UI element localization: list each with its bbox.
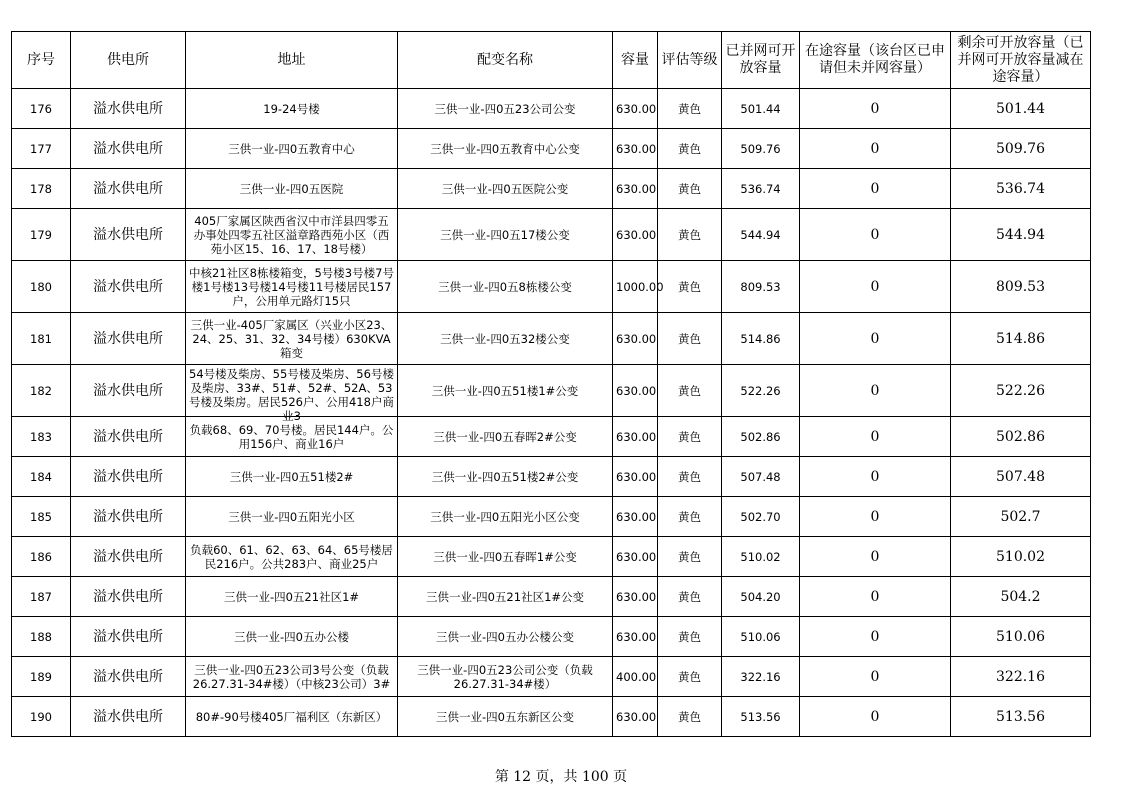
row-open-capacity: 809.53: [722, 261, 800, 313]
row-capacity: 630.00: [613, 537, 658, 577]
row-grade: 黄色: [658, 365, 722, 417]
table-row: [12, 577, 1091, 617]
row-open-capacity: 502.86: [722, 417, 800, 457]
row-station: 溢水供电所: [71, 313, 186, 365]
row-capacity: 1000.00: [613, 261, 658, 313]
row-transformer: 三供一业-四0五医院公变: [398, 169, 613, 209]
row-index: 182: [12, 365, 71, 417]
row-remaining-capacity: 502.7: [951, 497, 1091, 537]
row-open-capacity: 501.44: [722, 89, 800, 129]
header-station: 供电所: [71, 32, 186, 89]
table-row: [12, 129, 1091, 169]
row-grade: 黄色: [658, 537, 722, 577]
row-grade: 黄色: [658, 89, 722, 129]
row-transformer: 三供一业-四0五春晖1#公变: [398, 537, 613, 577]
row-address: 三供一业-四0五23公司3号公变（负载26.27.31-34#楼）（中核23公司）3#: [186, 657, 398, 697]
row-open-capacity: 322.16: [722, 657, 800, 697]
row-address: 三供一业-四0五医院: [186, 169, 398, 209]
row-open-capacity: 513.56: [722, 697, 800, 737]
row-capacity: 400.00: [613, 657, 658, 697]
row-pending-capacity: 0: [800, 617, 951, 657]
row-capacity: 630.00: [613, 169, 658, 209]
row-station: 溢水供电所: [71, 697, 186, 737]
row-grade: 黄色: [658, 617, 722, 657]
header-grade: 评估等级: [658, 32, 722, 89]
row-index: 179: [12, 209, 71, 261]
header-pending-capacity: 在途容量（该台区已申请但未并网容量）: [800, 32, 951, 89]
table-row: [12, 313, 1091, 365]
row-capacity: 630.00: [613, 365, 658, 417]
row-remaining-capacity: 507.48: [951, 457, 1091, 497]
row-open-capacity: 536.74: [722, 169, 800, 209]
row-station: 溢水供电所: [71, 129, 186, 169]
row-remaining-capacity: 809.53: [951, 261, 1091, 313]
row-remaining-capacity: 322.16: [951, 657, 1091, 697]
row-remaining-capacity: 510.06: [951, 617, 1091, 657]
row-address: 19-24号楼: [186, 89, 398, 129]
row-remaining-capacity: 504.2: [951, 577, 1091, 617]
table-row: [12, 261, 1091, 313]
row-open-capacity: 507.48: [722, 457, 800, 497]
table-row: [12, 209, 1091, 261]
row-pending-capacity: 0: [800, 209, 951, 261]
row-address: 负载60、61、62、63、64、65号楼居民216户。公共283户、商业25户: [186, 537, 398, 577]
row-station: 溢水供电所: [71, 261, 186, 313]
header-remaining-capacity: 剩余可开放容量（已并网可开放容量减在途容量）: [951, 32, 1091, 89]
row-address: 54号楼及柴房、55号楼及柴房、56号楼及柴房、33#、51#、52#、52A、53号楼及柴房。居民526户、公用418户商业3: [186, 365, 398, 417]
row-station: 溢水供电所: [71, 209, 186, 261]
row-address: 80#-90号楼405厂福利区（东新区）: [186, 697, 398, 737]
row-open-capacity: 514.86: [722, 313, 800, 365]
row-open-capacity: 510.06: [722, 617, 800, 657]
row-pending-capacity: 0: [800, 537, 951, 577]
row-station: 溢水供电所: [71, 169, 186, 209]
header-capacity: 容量: [613, 32, 658, 89]
row-remaining-capacity: 501.44: [951, 89, 1091, 129]
row-address: 负载68、69、70号楼。居民144户。公用156户、商业16户: [186, 417, 398, 457]
table-row: [12, 365, 1091, 417]
row-pending-capacity: 0: [800, 261, 951, 313]
row-address: 三供一业-四0五21社区1#: [186, 577, 398, 617]
row-pending-capacity: 0: [800, 169, 951, 209]
row-address: 三供一业-四0五办公楼: [186, 617, 398, 657]
row-transformer: 三供一业-四0五教育中心公变: [398, 129, 613, 169]
row-transformer: 三供一业-四0五21社区1#公变: [398, 577, 613, 617]
row-capacity: 630.00: [613, 617, 658, 657]
row-station: 溢水供电所: [71, 365, 186, 417]
row-address: 中核21社区8栋楼箱变，5号楼3号楼7号楼1号楼13号楼14号楼11号楼居民157户，公用单元路灯15只: [186, 261, 398, 313]
header-open-capacity: 已并网可开放容量: [722, 32, 800, 89]
row-open-capacity: 509.76: [722, 129, 800, 169]
row-capacity: 630.00: [613, 129, 658, 169]
row-remaining-capacity: 536.74: [951, 169, 1091, 209]
row-index: 184: [12, 457, 71, 497]
row-transformer: 三供一业-四0五51楼2#公变: [398, 457, 613, 497]
table-row: [12, 417, 1091, 457]
row-capacity: 630.00: [613, 497, 658, 537]
capacity-table: [11, 31, 1091, 737]
row-address: 405厂家属区陕西省汉中市洋县四零五办事处四零五社区溢章路西苑小区（西苑小区15、16、17、18号楼）: [186, 209, 398, 261]
row-remaining-capacity: 514.86: [951, 313, 1091, 365]
row-grade: 黄色: [658, 657, 722, 697]
row-station: 溢水供电所: [71, 657, 186, 697]
row-capacity: 630.00: [613, 313, 658, 365]
table-row: [12, 697, 1091, 737]
row-grade: 黄色: [658, 169, 722, 209]
row-pending-capacity: 0: [800, 313, 951, 365]
row-open-capacity: 504.20: [722, 577, 800, 617]
row-pending-capacity: 0: [800, 89, 951, 129]
row-pending-capacity: 0: [800, 365, 951, 417]
row-pending-capacity: 0: [800, 657, 951, 697]
header-transformer: 配变名称: [398, 32, 613, 89]
row-pending-capacity: 0: [800, 457, 951, 497]
row-index: 181: [12, 313, 71, 365]
row-remaining-capacity: 513.56: [951, 697, 1091, 737]
row-open-capacity: 510.02: [722, 537, 800, 577]
row-transformer: 三供一业-四0五东新区公变: [398, 697, 613, 737]
table-row: [12, 89, 1091, 129]
row-grade: 黄色: [658, 417, 722, 457]
row-index: 178: [12, 169, 71, 209]
row-grade: 黄色: [658, 457, 722, 497]
header-index: 序号: [12, 32, 71, 89]
row-address: 三供一业-四0五51楼2#: [186, 457, 398, 497]
row-open-capacity: 502.70: [722, 497, 800, 537]
table-row: [12, 657, 1091, 697]
table-row: [12, 457, 1091, 497]
row-capacity: 630.00: [613, 89, 658, 129]
row-transformer: 三供一业-四0五32楼公变: [398, 313, 613, 365]
row-address: 三供一业-四0五阳光小区: [186, 497, 398, 537]
row-index: 176: [12, 89, 71, 129]
row-index: 189: [12, 657, 71, 697]
page-footer: 第 12 页，共 100 页: [494, 769, 628, 785]
row-transformer: 三供一业-四0五办公楼公变: [398, 617, 613, 657]
table-row: [12, 617, 1091, 657]
row-grade: 黄色: [658, 129, 722, 169]
row-grade: 黄色: [658, 313, 722, 365]
row-capacity: 630.00: [613, 697, 658, 737]
row-open-capacity: 522.26: [722, 365, 800, 417]
row-capacity: 630.00: [613, 577, 658, 617]
row-station: 溢水供电所: [71, 457, 186, 497]
row-index: 183: [12, 417, 71, 457]
row-pending-capacity: 0: [800, 497, 951, 537]
row-open-capacity: 544.94: [722, 209, 800, 261]
row-station: 溢水供电所: [71, 497, 186, 537]
row-index: 186: [12, 537, 71, 577]
row-station: 溢水供电所: [71, 417, 186, 457]
row-remaining-capacity: 544.94: [951, 209, 1091, 261]
row-index: 185: [12, 497, 71, 537]
header-row: [12, 32, 1091, 89]
row-pending-capacity: 0: [800, 577, 951, 617]
row-grade: 黄色: [658, 261, 722, 313]
row-remaining-capacity: 502.86: [951, 417, 1091, 457]
row-remaining-capacity: 510.02: [951, 537, 1091, 577]
row-address: 三供一业-405厂家属区（兴业小区23、24、25、31、32、34号楼）630KVA箱变: [186, 313, 398, 365]
header-address: 地址: [186, 32, 398, 89]
row-index: 187: [12, 577, 71, 617]
row-pending-capacity: 0: [800, 417, 951, 457]
row-grade: 黄色: [658, 209, 722, 261]
table-row: [12, 497, 1091, 537]
row-index: 188: [12, 617, 71, 657]
row-capacity: 630.00: [613, 417, 658, 457]
row-transformer: 三供一业-四0五23公司公变（负载26.27.31-34#楼）: [398, 657, 613, 697]
row-grade: 黄色: [658, 497, 722, 537]
row-station: 溢水供电所: [71, 89, 186, 129]
row-index: 190: [12, 697, 71, 737]
row-index: 180: [12, 261, 71, 313]
table-row: [12, 537, 1091, 577]
row-capacity: 630.00: [613, 209, 658, 261]
row-index: 177: [12, 129, 71, 169]
row-transformer: 三供一业-四0五8栋楼公变: [398, 261, 613, 313]
row-address: 三供一业-四0五教育中心: [186, 129, 398, 169]
row-station: 溢水供电所: [71, 577, 186, 617]
row-remaining-capacity: 509.76: [951, 129, 1091, 169]
row-transformer: 三供一业-四0五17楼公变: [398, 209, 613, 261]
row-pending-capacity: 0: [800, 697, 951, 737]
row-grade: 黄色: [658, 697, 722, 737]
row-grade: 黄色: [658, 577, 722, 617]
row-transformer: 三供一业-四0五51楼1#公变: [398, 365, 613, 417]
row-transformer: 三供一业-四0五23公司公变: [398, 89, 613, 129]
row-pending-capacity: 0: [800, 129, 951, 169]
row-station: 溢水供电所: [71, 537, 186, 577]
row-capacity: 630.00: [613, 457, 658, 497]
row-remaining-capacity: 522.26: [951, 365, 1091, 417]
row-transformer: 三供一业-四0五阳光小区公变: [398, 497, 613, 537]
row-station: 溢水供电所: [71, 617, 186, 657]
row-transformer: 三供一业-四0五春晖2#公变: [398, 417, 613, 457]
table-row: [12, 169, 1091, 209]
